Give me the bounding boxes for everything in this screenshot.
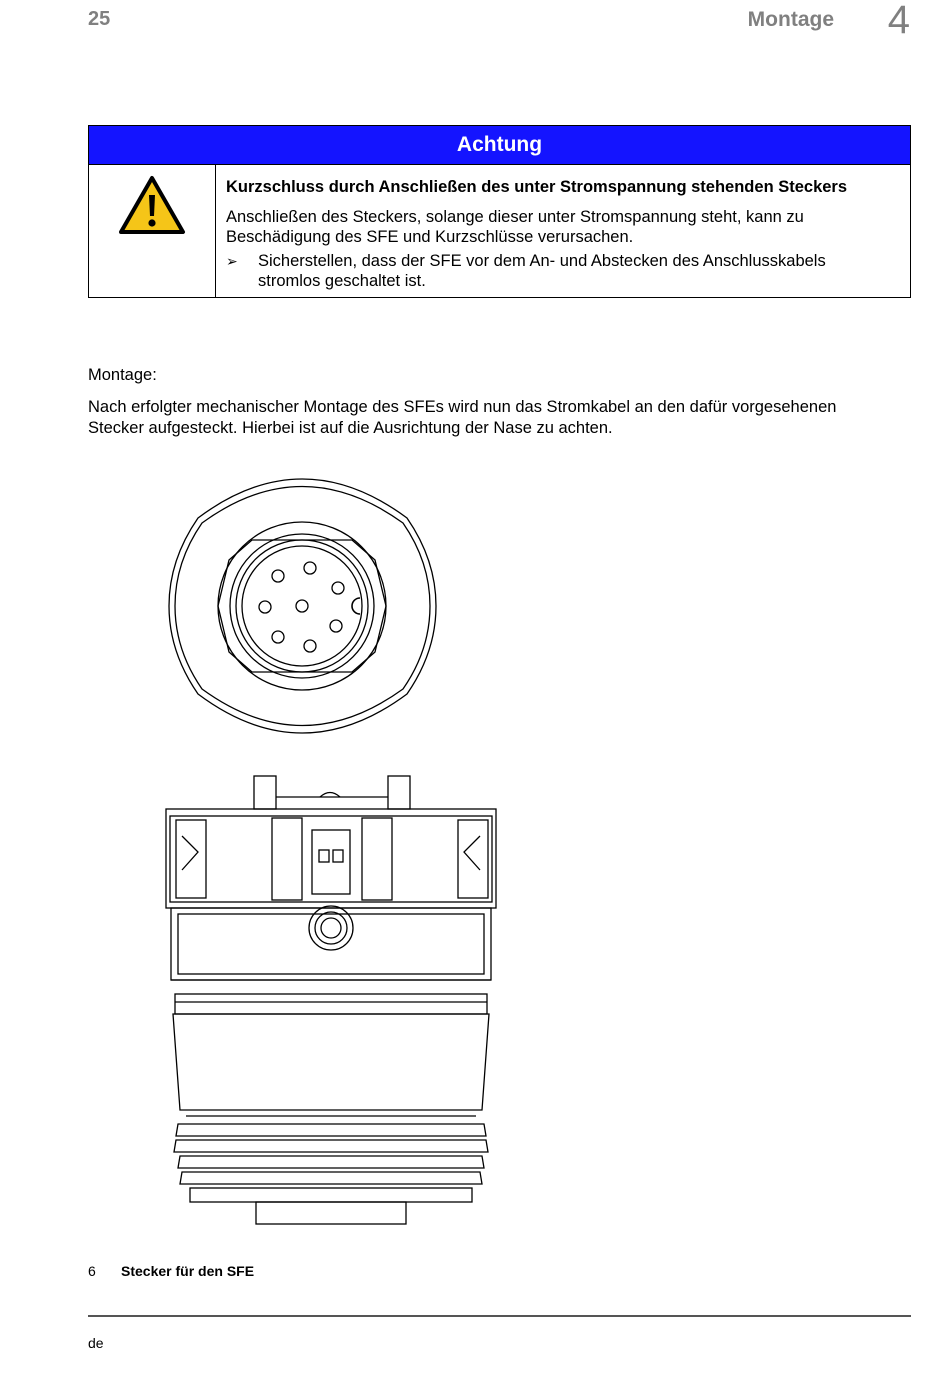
footer-divider bbox=[88, 1315, 911, 1317]
warning-box bbox=[88, 125, 911, 298]
warning-heading-bar bbox=[89, 126, 910, 165]
warning-description: Anschließen des Steckers, solange dieser unter Stromspannung steht, kann zu Beschädigung des SFE und Kurzschlüsse verursachen. bbox=[226, 208, 804, 246]
arrow-bullet-icon: ➢ bbox=[226, 253, 238, 269]
warning-text-cell bbox=[216, 165, 910, 297]
warning-body bbox=[89, 165, 910, 297]
warning-step bbox=[226, 251, 890, 291]
warning-step-text: Sicherstellen, dass der SFE vor dem An- und Abstecken des Anschlusskabels stromlos geschaltet ist. bbox=[258, 252, 826, 290]
section-title: Montage bbox=[747, 8, 834, 31]
warning-triangle-icon bbox=[118, 175, 186, 235]
body-label: Montage: bbox=[88, 366, 157, 384]
figure-number: 6 bbox=[88, 1263, 96, 1279]
connector-illustration bbox=[150, 470, 520, 1240]
connector-top-view bbox=[169, 479, 436, 733]
connector-side-view bbox=[166, 776, 496, 1224]
figure-caption-text: Stecker für den SFE bbox=[121, 1263, 255, 1279]
warning-title: Kurzschluss durch Anschließen des unter Stromspannung stehenden Steckers bbox=[226, 178, 848, 196]
page-number: 25 bbox=[88, 8, 111, 30]
warning-heading: Achtung bbox=[456, 133, 543, 156]
footer-language: de bbox=[88, 1335, 104, 1351]
figure-caption bbox=[88, 1263, 254, 1279]
warning-icon-cell bbox=[89, 165, 216, 297]
chapter-number: 4 bbox=[887, 0, 910, 42]
body-paragraph: Nach erfolgter mechanischer Montage des SFEs wird nun das Stromkabel an den dafür vorgesehenen Stecker aufgesteckt. Hierbei ist auf die Ausrichtung der Nase zu achten. bbox=[88, 398, 837, 437]
